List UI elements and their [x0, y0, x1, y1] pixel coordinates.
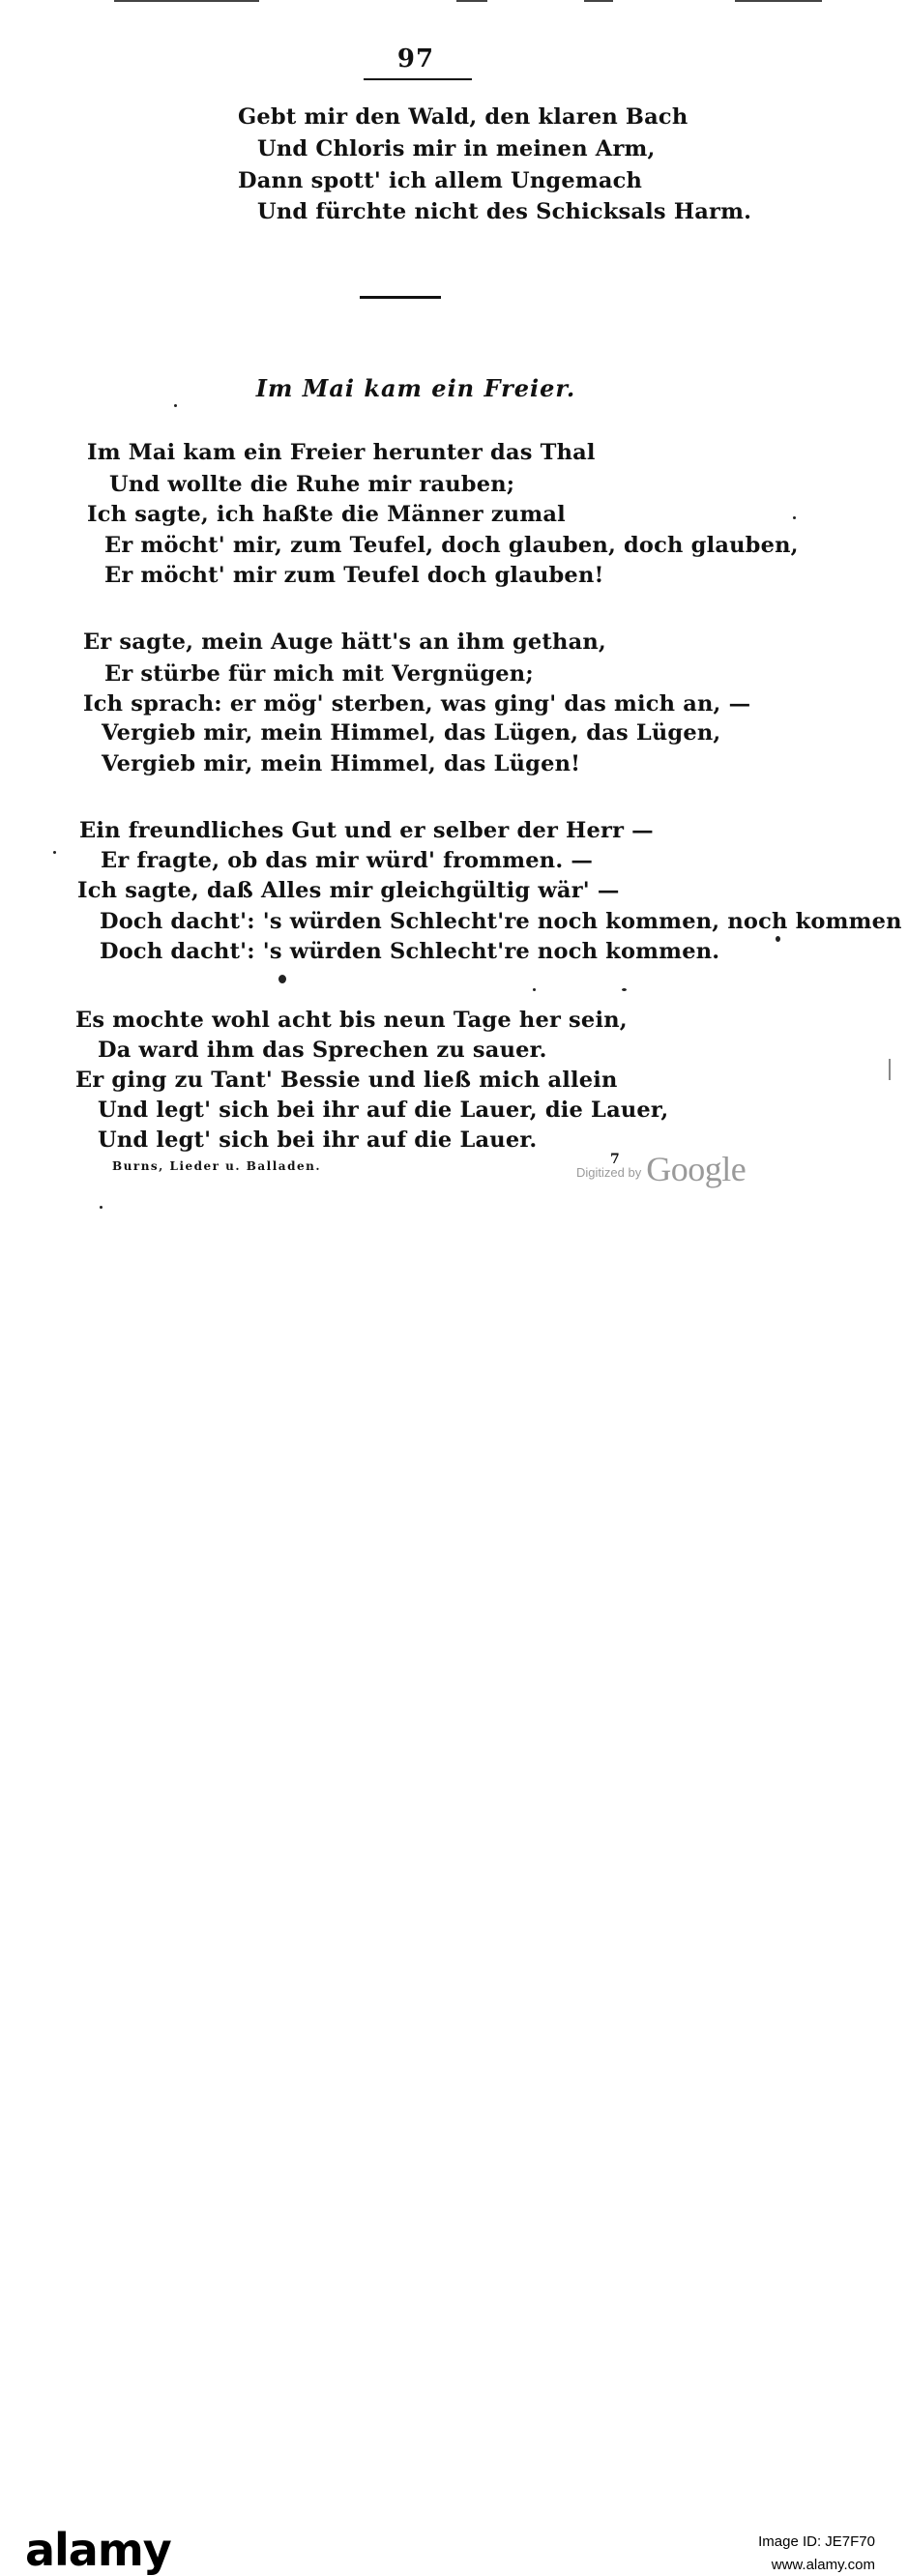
- digitized-watermark: [576, 1149, 746, 1189]
- image-id: Image ID: JE7F70: [758, 2533, 875, 2550]
- verse-line: Er möcht' mir, zum Teufel, doch glauben, doch glauben,: [104, 533, 799, 558]
- verse-line: Er ging zu Tant' Bessie und ließ mich allein: [75, 1068, 618, 1093]
- verse-line: Und legt' sich bei ihr auf die Lauer, die Lauer,: [98, 1098, 669, 1123]
- opening-line: Und Chloris mir in meinen Arm,: [257, 136, 656, 161]
- verse-line: Vergieb mir, mein Himmel, das Lügen!: [102, 751, 581, 776]
- verse-line: Doch dacht': 's würden Schlecht're noch kommen.: [100, 939, 720, 964]
- verse-line: Vergieb mir, mein Himmel, das Lügen, das Lügen,: [102, 720, 721, 746]
- ink-speck: [174, 404, 177, 407]
- opening-line: Dann spott' ich allem Ungemach: [238, 168, 643, 193]
- section-separator: [360, 296, 441, 299]
- verse-line: Er fragte, ob das mir würd' frommen. —: [101, 848, 594, 873]
- verse-line: Da ward ihm das Sprechen zu sauer.: [98, 1038, 547, 1063]
- ink-speck: [793, 516, 796, 519]
- verse-line: Im Mai kam ein Freier herunter das Thal: [87, 440, 596, 465]
- verse-line: Ich sprach: er mög' sterben, was ging' das mich an, —: [83, 691, 751, 717]
- alamy-logo: alamy: [25, 2524, 171, 2576]
- book-page: [0, 0, 908, 1257]
- ink-speck: [278, 975, 286, 983]
- stock-url: www.alamy.com: [771, 2557, 875, 2573]
- page-number-rule: [364, 78, 472, 80]
- ink-speck: [776, 936, 780, 942]
- google-logo: Google: [646, 1150, 747, 1188]
- verse-line: Ich sagte, daß Alles mir gleichgültig wär' —: [77, 878, 620, 903]
- footer-book-title: Burns, Lieder u. Balladen.: [112, 1159, 321, 1173]
- ink-speck: [100, 1206, 103, 1209]
- page-number: 97: [396, 44, 435, 73]
- signature-mark: 7: [610, 1152, 620, 1167]
- poem-title: Im Mai kam ein Freier.: [255, 374, 576, 402]
- verse-line: Und wollte die Ruhe mir rauben;: [109, 472, 515, 497]
- ink-speck: [889, 1059, 891, 1080]
- verse-line: Ich sagte, ich haßte die Männer zumal: [87, 502, 566, 527]
- digitized-prefix: Digitized by: [576, 1165, 642, 1180]
- verse-line: Doch dacht': 's würden Schlecht're noch kommen, noch kommen: [100, 909, 902, 934]
- verse-line: Er sagte, mein Auge hätt's an ihm gethan,: [83, 629, 606, 655]
- verse-line: Es mochte wohl acht bis neun Tage her sein,: [75, 1008, 628, 1033]
- verse-line: Er möcht' mir zum Teufel doch glauben!: [104, 563, 604, 588]
- watermark-bar: [0, 1257, 908, 2576]
- ink-speck: [622, 988, 627, 991]
- verse-line: Und legt' sich bei ihr auf die Lauer.: [98, 1127, 538, 1153]
- opening-line: Und fürchte nicht des Schicksals Harm.: [257, 199, 752, 224]
- ink-speck: [533, 988, 536, 991]
- opening-line: Gebt mir den Wald, den klaren Bach: [238, 104, 688, 130]
- ink-speck: [53, 851, 56, 854]
- verse-line: Ein freundliches Gut und er selber der Herr —: [79, 818, 654, 843]
- top-edge-rule: [0, 0, 908, 4]
- verse-line: Er stürbe für mich mit Vergnügen;: [104, 661, 534, 687]
